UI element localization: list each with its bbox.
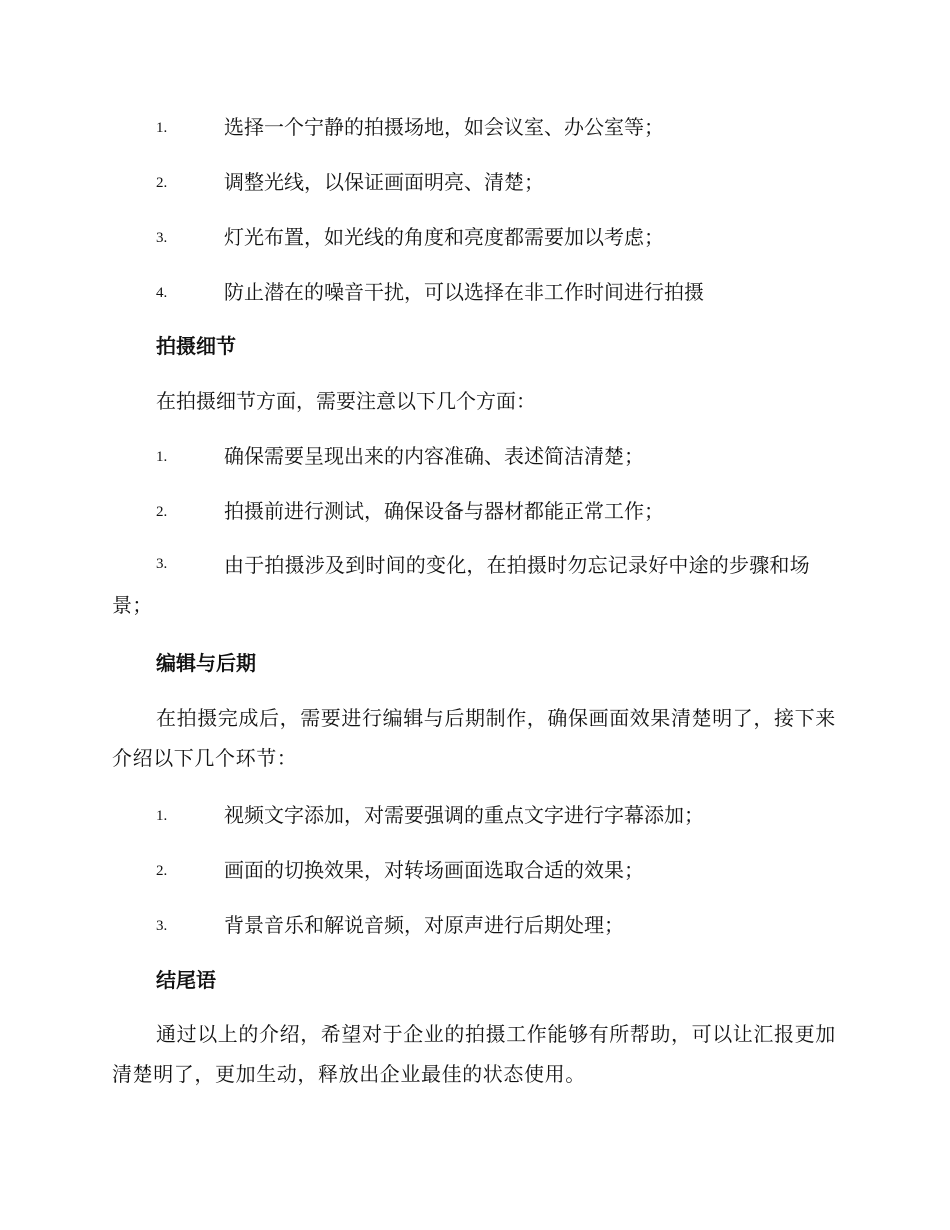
conclusion-paragraph: 通过以上的介绍，希望对于企业的拍摄工作能够有所帮助，可以让汇报更加清楚明了，更加生动，释放出企业最佳的状态使用。 xyxy=(112,1022,836,1086)
list-text: 背景音乐和解说音频，对原声进行后期处理； xyxy=(224,913,624,937)
list-item xyxy=(112,545,840,635)
list-number: 2. xyxy=(156,504,168,520)
list-number: 2. xyxy=(156,175,168,191)
list-number: 4. xyxy=(156,285,168,301)
list-text: 防止潜在的噪音干扰，可以选择在非工作时间进行拍摄 xyxy=(224,280,704,304)
list-number: 3. xyxy=(156,556,168,572)
list-item xyxy=(112,494,840,528)
section-intro: 在拍摄完成后，需要进行编辑与后期制作，确保画面效果清楚明了，接下来介绍以下几个环节： xyxy=(112,706,836,770)
section-heading-shooting-details: 拍摄细节 xyxy=(156,334,236,358)
list-item xyxy=(112,220,840,254)
list-text: 拍摄前进行测试，确保设备与器材都能正常工作； xyxy=(224,499,664,523)
list-item xyxy=(112,275,840,309)
list-number: 3. xyxy=(156,230,168,246)
section-heading-conclusion: 结尾语 xyxy=(156,968,216,992)
list-item xyxy=(112,439,840,473)
list-number: 1. xyxy=(156,120,168,136)
list-text: 由于拍摄涉及到时间的变化，在拍摄时勿忘记录好中途的步骤和场景； xyxy=(112,553,810,617)
list-item xyxy=(112,908,840,942)
list-text: 灯光布置，如光线的角度和亮度都需要加以考虑； xyxy=(224,225,664,249)
section-heading-editing: 编辑与后期 xyxy=(156,651,256,675)
list-item xyxy=(112,798,840,832)
list-item xyxy=(112,110,840,144)
list-number: 1. xyxy=(156,449,168,465)
list-text: 确保需要呈现出来的内容准确、表述简洁清楚； xyxy=(224,444,644,468)
list-text: 视频文字添加，对需要强调的重点文字进行字幕添加； xyxy=(224,803,704,827)
section-intro: 在拍摄细节方面，需要注意以下几个方面： xyxy=(156,389,536,413)
list-text: 画面的切换效果，对转场画面选取合适的效果； xyxy=(224,858,644,882)
list-text: 选择一个宁静的拍摄场地，如会议室、办公室等； xyxy=(224,115,664,139)
list-number: 3. xyxy=(156,918,168,934)
list-number: 1. xyxy=(156,808,168,824)
list-text: 调整光线，以保证画面明亮、清楚； xyxy=(224,170,544,194)
list-number: 2. xyxy=(156,863,168,879)
list-item xyxy=(112,165,840,199)
list-item xyxy=(112,853,840,887)
